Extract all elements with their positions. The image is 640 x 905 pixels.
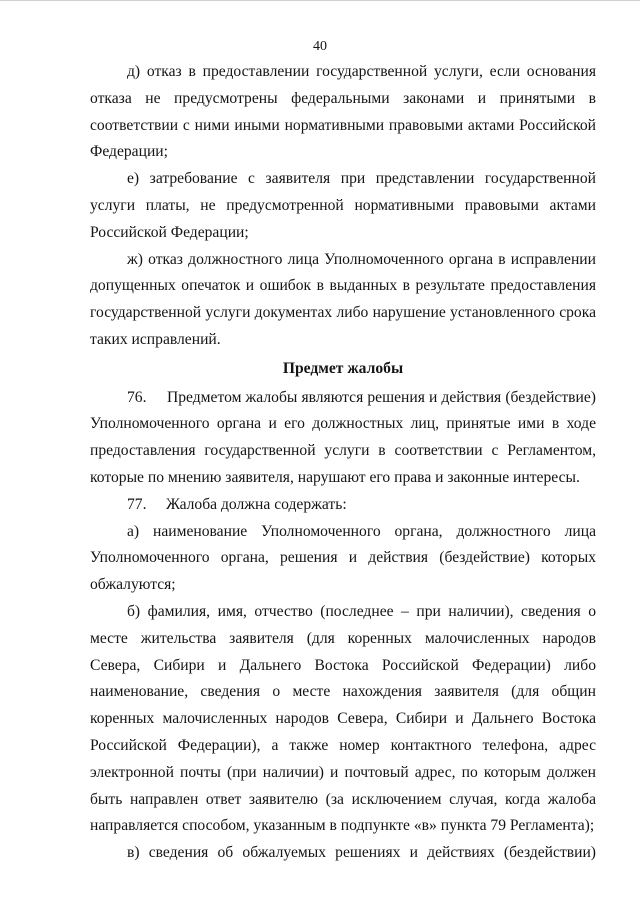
page-number: 40 — [313, 39, 327, 54]
paragraph-item-a: а) наименование Уполномоченного органа, должностного лица Уполномоченного органа, решения и действия (бездействие) которых обжалуются; — [90, 522, 596, 594]
paragraph-item-zh: ж) отказ должностного лица Уполномоченного органа в исправлении допущенных опечаток и ошибок в выданных в результате предоставления государственной услуги документах либо нарушение установленного срока таких исправлений. — [90, 250, 596, 348]
scan-top-edge — [0, 0, 640, 1]
document-body — [90, 59, 600, 867]
paragraph-item-v: в) сведения об обжалуемых решениях и действиях (бездействии) — [127, 844, 596, 862]
paragraph-77: 77. Жалоба должна содержать: — [127, 495, 347, 513]
paragraph-item-d: д) отказ в предоставлении государственной услуги, если основания отказа не предусмотрены федеральными законами и принятыми в соответствии с ними иными нормативными правовыми актами Российской Федерации; — [90, 63, 596, 161]
section-heading: Предмет жалобы — [282, 359, 404, 377]
paragraph-item-b: б) фамилия, имя, отчество (последнее – при наличии), сведения о месте жительства заявителя (для коренных малочисленных народов Севера, Сибири и Дальнего Востока Российской Федерации) либо наименование, сведения о месте нахождения заявителя (для общин коренных малочисленных народов Севера, Сибири и Дальнего Востока Российской Федерации), а также номер контактного телефона, адрес электронной почты (при наличии) и почтовый адрес, по которым должен быть направлен ответ заявителю (за исключением случая, когда жалоба направляется способом, указанным в подпункте «в» пункта 79 Регламента); — [90, 602, 596, 835]
paragraph-76: 76. Предметом жалобы являются решения и действия (бездействие) Уполномоченного органа и его должностных лиц, принятые ими в ходе предоставления государственной услуги в соответствии с Регламентом, которые по мнению заявителя, нарушают его права и законные интересы. — [90, 388, 600, 486]
paragraph-item-e: е) затребование с заявителя при представлении государственной услуги платы, не предусмотренной нормативными правовыми актами Российской Федерации; — [90, 170, 596, 241]
